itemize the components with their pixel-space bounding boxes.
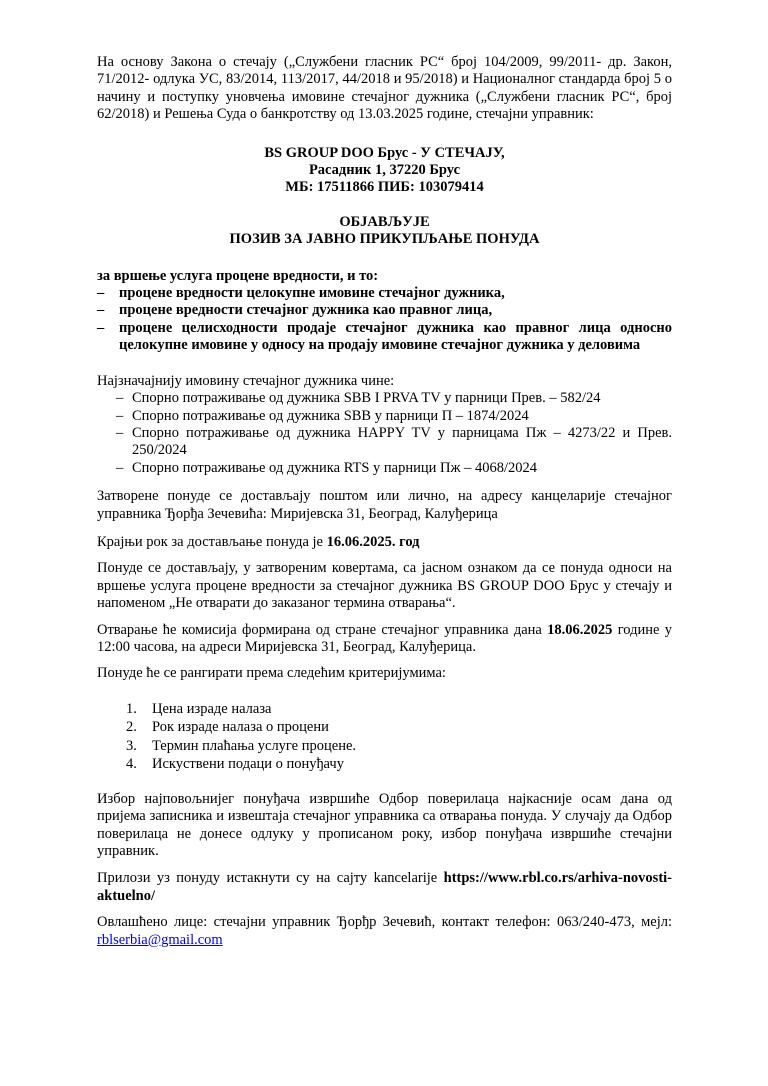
attachments-paragraph xyxy=(97,870,672,905)
list-item xyxy=(116,425,672,460)
company-name: BS GROUP DOO Брус - У СТЕЧАЈУ, xyxy=(264,144,505,161)
list-item-text: процене вредности стечајног дужника као правног лица, xyxy=(119,302,493,319)
list-item-text: Термин плаћања услуге процене. xyxy=(152,737,357,754)
company-ids: МБ: 17511866 ПИБ: 103079414 xyxy=(285,179,484,196)
dash-bullet: – xyxy=(97,285,105,302)
deadline-date: 16.06.2025. год xyxy=(326,533,420,550)
announcement-header xyxy=(97,214,672,249)
dash-bullet: – xyxy=(116,459,124,476)
submission-paragraph: Затворене понуде се достављају поштом или лично, на адресу канцеларије стечајног управника Ђорђа Зечевића: Миријевска 31, Београд, Калуђерица xyxy=(97,488,672,522)
company-address: Расадник 1, 37220 Брус xyxy=(308,162,461,179)
criteria-list xyxy=(126,700,672,774)
company-header xyxy=(97,145,672,197)
list-item xyxy=(97,285,672,302)
dash-bullet: – xyxy=(97,319,105,336)
list-item xyxy=(126,755,672,774)
opening-prefix: Отварање ће комисија формирана од стране стечајног управника дана xyxy=(97,621,548,638)
announcement-line2: ПОЗИВ ЗА ЈАВНО ПРИКУПЉАЊЕ ПОНУДА xyxy=(229,231,540,248)
list-item-text: Спорно потраживање од дужника SBB у парници П – 1874/2024 xyxy=(132,407,529,424)
list-item-text: Спорно потраживање од дужника RTS у парници Пж – 4068/2024 xyxy=(132,459,538,476)
list-item xyxy=(116,390,672,407)
assets-lead: Најзначајнију имовину стечајног дужника чине: xyxy=(97,372,395,389)
contact-paragraph xyxy=(97,914,672,949)
list-item-text: Рок израде налаза о процени xyxy=(152,719,329,736)
dash-bullet: – xyxy=(97,302,105,319)
list-item-text: Спорно потраживање од дужника SBB I PRVA TV у парници Прев. – 582/24 xyxy=(132,390,601,407)
deadline-prefix: Крајњи рок за достављање понуда је xyxy=(97,533,327,550)
list-item-text: процене целисходности продаје стечајног дужника као правног лица односно целокупне имовине у односу на продају имовине стечајног дужника у деловима xyxy=(119,319,672,354)
selection-paragraph: Избор најповољнијег понуђача извршиће Одбор поверилаца најкасније осам дана од пријема записника и извештаја стечајног управника са отварања понуда. У случају да Одбор поверилаца не донесе одлуку у прописаном року, избор понуђача извршиће стечајни управник. xyxy=(97,790,672,859)
list-item xyxy=(97,302,672,319)
criteria-lead: Понуде ће се рангирати према следећим критеријумима: xyxy=(97,665,446,682)
opening-date: 18.06.2025 xyxy=(547,621,613,638)
list-item-text: процене вредности целокупне имовине стечајног дужника, xyxy=(119,285,505,302)
deadline-paragraph xyxy=(97,534,672,551)
list-item xyxy=(126,700,672,719)
list-item-text: Цена израде налаза xyxy=(152,700,272,717)
list-item-number: 2. xyxy=(126,719,137,736)
list-item xyxy=(97,320,672,355)
contact-email-link[interactable]: rblserbia@gmail.com xyxy=(97,931,223,948)
list-item xyxy=(116,460,672,477)
list-item xyxy=(126,718,672,737)
intro-paragraph: На основу Закона о стечају („Службени гласник РС“ број 104/2009, 99/2011- др. Закон, 71/2012- одлука УС, 83/2014, 113/2017, 44/2018 и 95/2018) и Националног стандарда број 5 о начину и поступку уновчења имовине стечајног дужника („Службени гласник РС“, број 62/2018) и Решења Суда о банкротству од 13.03.2025 године, стечајни управник: xyxy=(97,54,672,123)
dash-bullet: – xyxy=(116,390,124,407)
announcement-line1: ОБЈАВЉУЈЕ xyxy=(339,213,430,230)
services-lead: за вршење услуга процене вредности, и то: xyxy=(97,267,379,284)
list-item-number: 1. xyxy=(126,700,137,717)
envelope-paragraph: Понуде се достављају, у затвореним ковертама, са јасном ознаком да се понуда односи на вршење услуга процене вредности за стечајног дужника BS GROUP DOO Брус у стечају и напоменом „Не отварати до заказаног термина отварања“. xyxy=(97,560,672,612)
dash-bullet: – xyxy=(116,407,124,424)
contact-prefix: Овлашћено лице: стечајни управник Ђорђр Зечевић, контакт телефон: 063/240-473, мејл: xyxy=(97,914,672,931)
services-list xyxy=(97,285,672,355)
list-item-number: 4. xyxy=(126,756,137,773)
list-item xyxy=(116,408,672,425)
list-item-text: Спорно потраживање од дужника HAPPY TV у парницама Пж – 4273/22 и Прев. 250/2024 xyxy=(132,424,672,459)
opening-paragraph xyxy=(97,622,672,657)
assets-list xyxy=(116,390,672,477)
dash-bullet: – xyxy=(116,424,124,441)
attachments-url: https://www.rbl.co.rs/arhiva-novosti-aktuelno/ xyxy=(97,870,672,904)
attachments-prefix: Прилози уз понуду истакнути су на сајту kancelarije xyxy=(97,870,444,887)
list-item-number: 3. xyxy=(126,737,137,754)
list-item xyxy=(126,737,672,756)
opening-suffix: године у 12:00 часова, на адреси Миријевска 31, Београд, Калуђерица. xyxy=(97,621,672,655)
list-item-text: Искуствени подаци о понуђачу xyxy=(152,756,344,773)
